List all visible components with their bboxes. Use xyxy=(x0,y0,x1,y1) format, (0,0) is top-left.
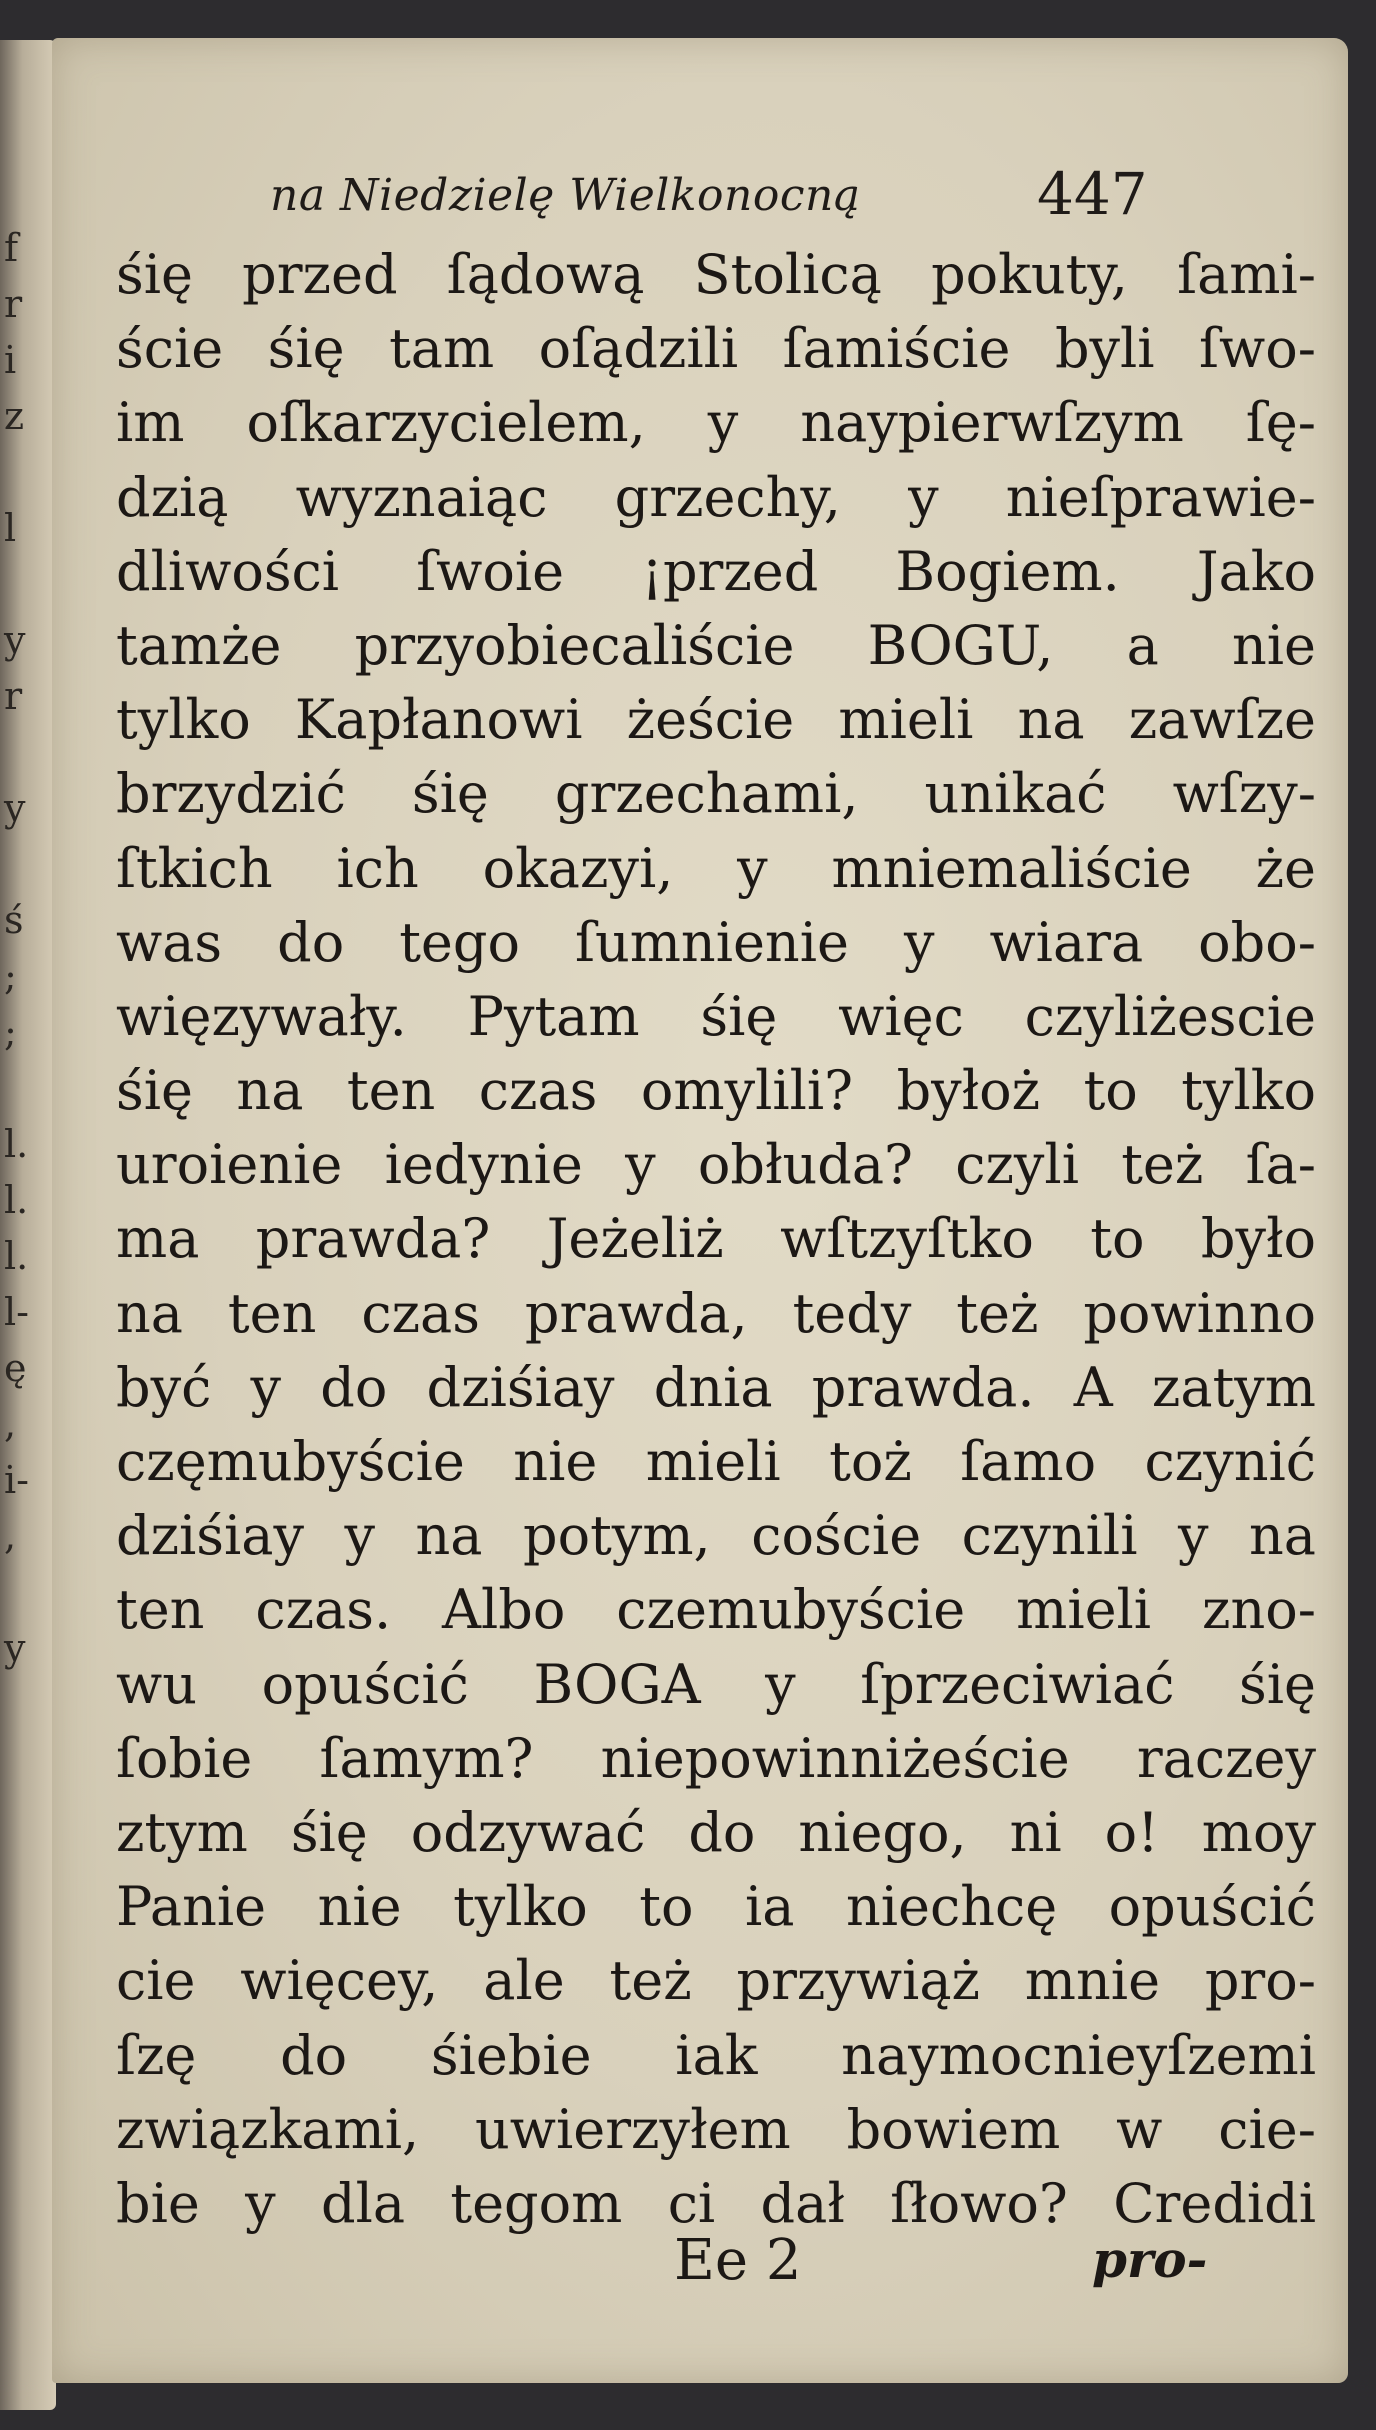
text-line: związkami, uwierzyłem bowiem w cie- xyxy=(116,2097,1316,2161)
text-line: śię przed ſądową Stolicą pokuty, ſami- xyxy=(116,243,1316,306)
text-line: ma prawda? Jeżeliż wſtzyſtko to było xyxy=(116,1207,1316,1271)
text-line: dziśiay y na potym, coście czynili y na xyxy=(116,1504,1316,1568)
text-line: ſzę do śiebie iak naymocnieyſzemi xyxy=(116,2023,1316,2087)
previous-page-margin-text: f r i z l y r y ś ; ; l. l. l. l- ę , i- , y xyxy=(4,226,29,1670)
text-line: na ten czas prawda, tedy też powinno xyxy=(116,1281,1316,1345)
catchword: pro- xyxy=(1092,2230,1208,2289)
text-line: Panie nie tylko to ia niechcę opuścić xyxy=(116,1875,1316,1939)
text-line: ście śię tam oſądzili ſamiście byli ſwo- xyxy=(116,317,1316,381)
running-head: na Niedzielę Wielkonocną xyxy=(270,170,861,221)
text-line: dliwości ſwoie ¡przed Bogiem. Jako xyxy=(116,539,1316,603)
text-line: częmubyście nie mieli toż ſamo czynić xyxy=(116,1430,1316,1493)
text-line: ztym śię odzywać do niego, ni o! moy xyxy=(116,1800,1316,1864)
text-line: śię na ten czas omylili? byłoż to tylko xyxy=(116,1059,1316,1123)
text-line: tylko Kapłanowi żeście mieli na zawſze xyxy=(116,688,1316,752)
text-line: wu opuścić BOGA y ſprzeciwiać śię xyxy=(116,1652,1316,1716)
text-line: cie więcey, ale też przywiąż mnie pro- xyxy=(116,1949,1316,2013)
page-number: 447 xyxy=(1037,160,1148,228)
page-footer xyxy=(52,2228,1348,2308)
previous-page-edge xyxy=(0,40,56,2410)
text-line: brzydzić śię grzechami, unikać wſzy- xyxy=(116,762,1316,826)
text-line: ten czas. Albo czemubyście mieli zno- xyxy=(116,1578,1316,1642)
signature-mark: Ee 2 xyxy=(674,2228,802,2293)
text-line: im oſkarzycielem, y naypierwſzym ſę- xyxy=(116,391,1316,455)
text-line: tamże przyobiecaliście BOGU, a nie xyxy=(116,613,1316,677)
text-line: was do tego ſumnienie y wiara obo- xyxy=(116,910,1316,974)
book-page xyxy=(52,38,1348,2383)
text-line: więzywały. Pytam śię więc czyliżescie xyxy=(116,984,1316,1048)
body-text xyxy=(116,238,1316,2241)
text-line: bie y dla tegom ci dał ſłowo? Credidi xyxy=(116,2171,1316,2235)
text-line: uroienie iedynie y obłuda? czyli też ſa- xyxy=(116,1133,1316,1197)
text-line: dzią wyznaiąc grzechy, y nieſprawie- xyxy=(116,465,1316,529)
page-header xyxy=(52,148,1348,238)
text-line: ſobie ſamym? niepowinniżeście raczey xyxy=(116,1726,1316,1790)
text-line: być y do dziśiay dnia prawda. A zatym xyxy=(116,1355,1316,1419)
text-line: ſtkich ich okazyi, y mniemaliście że xyxy=(116,836,1316,900)
